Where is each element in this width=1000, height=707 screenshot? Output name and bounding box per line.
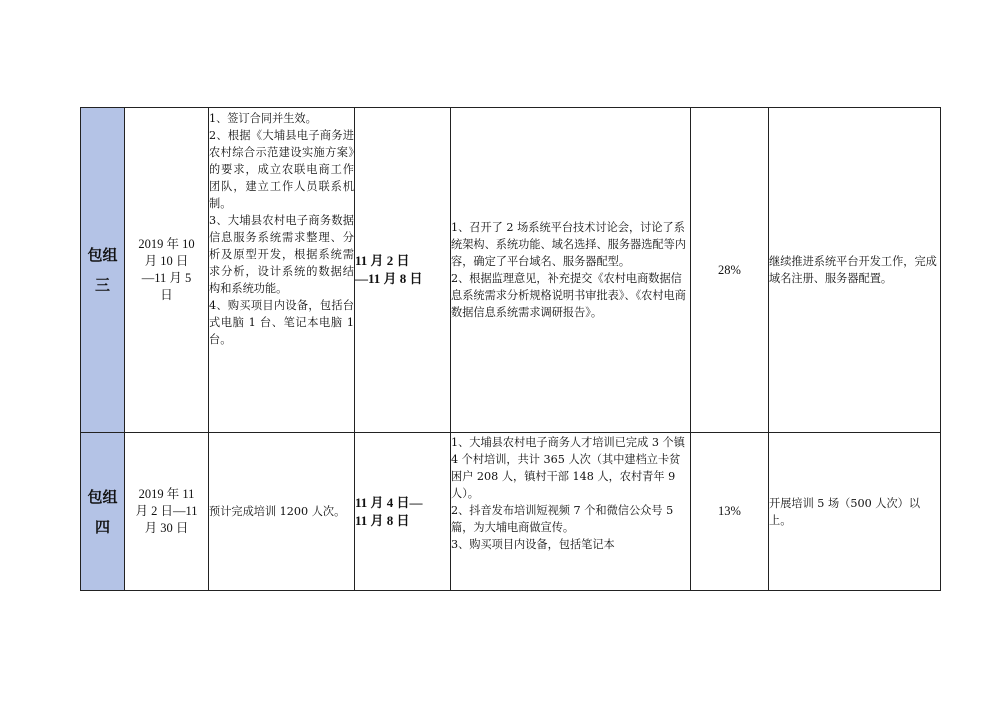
date-line: 月 30 日: [144, 521, 189, 535]
percent-cell: 28%: [691, 108, 769, 433]
date-line: 月 10 日: [144, 254, 189, 268]
period-line: 11 月 2 日: [355, 253, 410, 268]
group-cell: [81, 433, 125, 591]
date-line: 月 2 日—11: [135, 504, 198, 518]
date-line: —11 月 5: [141, 271, 192, 285]
date-range-cell: [125, 433, 209, 591]
date-line: 日: [160, 288, 173, 302]
next-plan-cell: 继续推进系统平台开发工作，完成域名注册、服务器配置。: [769, 108, 941, 433]
work-item: 2、抖音发布培训短视频 7 个和微信公众号 5 篇，为大埔电商做宣传。: [451, 504, 674, 534]
group-label: 包组: [87, 487, 118, 506]
work-item: 2、根据监理意见，补充提交《农村电商数据信息系统需求分析规格说明书审批表》、《农村电商数据信息系统需求调研报告》。: [451, 272, 686, 319]
date-range-cell: [125, 108, 209, 433]
plan-item: 4、购买项目内设备，包括台式电脑 1 台、笔记本电脑 1 台。: [209, 299, 354, 346]
work-item: 1、召开了 2 场系统平台技术讨论会，讨论了系统架构、系统功能、域名选择、服务器选配等内容，确定了平台域名、服务器配型。: [451, 221, 686, 268]
plan-item: 2、根据《大埔县电子商务进农村综合示范建设实施方案》的要求，成立农联电商工作团队，建立工作人员联系机制。: [209, 129, 354, 210]
plan-item: 预计完成培训 1200 人次。: [209, 505, 346, 518]
period-line: —11 月 8 日: [355, 271, 423, 286]
work-item: 3、购买项目内设备，包括笔记本: [451, 538, 615, 551]
group-cell: [81, 108, 125, 433]
work-item: 1、大埔县农村电子商务人才培训已完成 3 个镇 4 个村培训，共计 365 人次（其中建档立卡贫困户 208 人，镇村干部 148 人，农村青年 9 人）。: [451, 436, 685, 500]
period-line: 11 月 4 日—: [355, 494, 423, 510]
next-plan-cell: 开展培训 5 场（500 人次）以上。: [769, 433, 941, 591]
plan-cell: [209, 108, 355, 433]
table-row: [81, 433, 941, 591]
group-number: 三: [94, 276, 110, 294]
percent-cell: 13%: [691, 433, 769, 591]
date-line: 2019 年 11: [138, 487, 195, 501]
plan-cell: [209, 433, 355, 591]
group-label: 包组: [87, 246, 118, 264]
work-cell: [451, 433, 691, 591]
group-number: 四: [94, 517, 110, 536]
date-line: 2019 年 10: [138, 237, 195, 251]
period-line: 11 月 8 日: [355, 512, 410, 528]
plan-item: 3、大埔县农村电子商务数据信息服务系统需求整理、分析及原型开发，根据系统需求分析，设计系统的数据结构和系统功能。: [209, 214, 354, 295]
period-cell: [355, 433, 451, 591]
progress-table: [80, 107, 941, 591]
plan-item: 1、签订合同并生效。: [209, 112, 317, 125]
table-row: [81, 108, 941, 433]
period-cell: [355, 108, 451, 433]
work-cell: [451, 108, 691, 433]
